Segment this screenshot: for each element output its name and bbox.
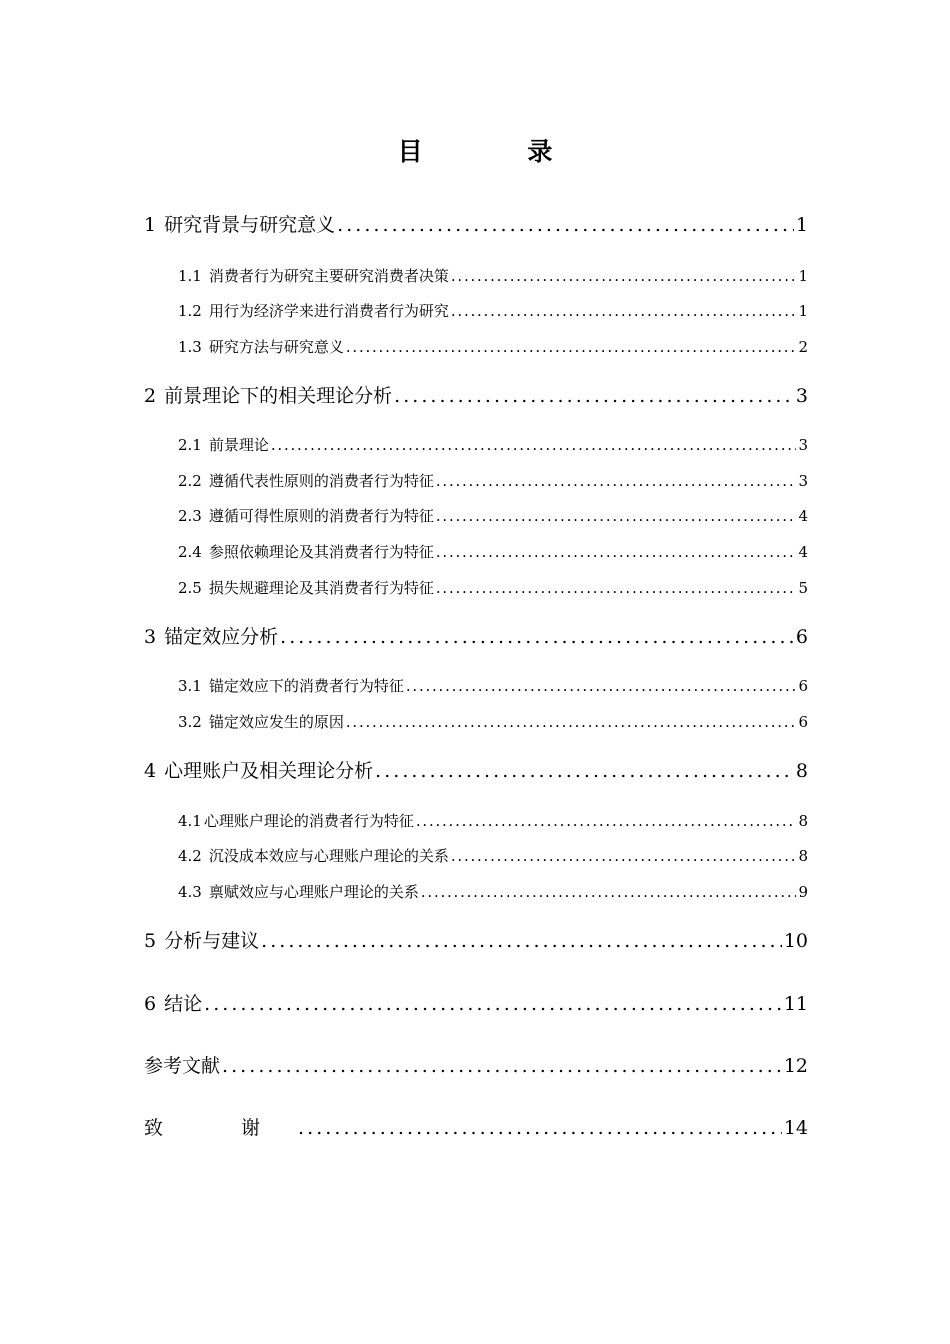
toc-entry-2-1[interactable]	[178, 433, 808, 457]
toc-entry-page: 11	[783, 993, 808, 1015]
dot-leader	[261, 926, 782, 956]
toc-entry-number: 4.2	[178, 847, 202, 865]
toc-entry-title: 分析与建议	[164, 930, 260, 952]
toc-entry-page: 14	[783, 1117, 808, 1139]
toc-entry-title: 参照依赖理论及其消费者行为特征	[208, 543, 434, 561]
toc-entry-title: 心理账户理论的消费者行为特征	[203, 812, 414, 830]
toc-entry-number: 4	[144, 760, 157, 782]
toc-entry-page: 6	[795, 626, 808, 648]
toc-entry-page: 3	[798, 472, 808, 490]
toc-entry-title: 心理账户及相关理论分析	[164, 760, 374, 782]
toc-entry-title: 遵循代表性原则的消费者行为特征	[208, 472, 434, 490]
toc-entry-2-2[interactable]	[178, 469, 808, 493]
dot-leader	[280, 622, 794, 652]
toc-entry-number: 1.2	[178, 302, 202, 320]
toc-entry-page: 1	[798, 267, 808, 285]
dot-leader	[436, 576, 797, 600]
dot-leader	[204, 989, 782, 1019]
dot-leader	[436, 540, 797, 564]
toc-entry-number: 3	[144, 626, 157, 648]
toc-entry-number: 5	[144, 930, 157, 952]
toc-entry-page: 8	[795, 760, 808, 782]
toc-entry-number: 2.5	[178, 579, 202, 597]
toc-entry-3-2[interactable]	[178, 710, 808, 734]
toc-entry-title: 前景理论下的相关理论分析	[164, 385, 393, 407]
toc-entry-number: 2.4	[178, 543, 202, 561]
toc-entry-number: 2	[144, 385, 157, 407]
dot-leader	[346, 710, 797, 734]
toc-entry-number: 2.3	[178, 507, 202, 525]
toc-entry-1-2[interactable]	[178, 299, 808, 323]
dot-leader	[346, 335, 797, 359]
toc-entry-title: 致 谢	[144, 1117, 297, 1139]
toc-entry-page: 10	[783, 930, 808, 952]
toc-entry-title: 损失规避理论及其消费者行为特征	[208, 579, 434, 597]
dot-leader	[416, 809, 797, 833]
toc-entry-references[interactable]	[144, 1051, 808, 1081]
toc-entry-3[interactable]	[144, 622, 808, 652]
toc-entry-4[interactable]	[144, 756, 808, 786]
toc-entry-page: 4	[798, 543, 808, 561]
dot-leader	[271, 433, 797, 457]
dot-leader	[451, 299, 797, 323]
toc-entry-title: 锚定效应分析	[164, 626, 279, 648]
toc-entry-title: 用行为经济学来进行消费者行为研究	[208, 302, 449, 320]
toc-entry-page: 8	[798, 847, 808, 865]
toc-entry-number: 3.1	[178, 677, 202, 695]
toc-entry-page: 8	[798, 812, 808, 830]
toc-entry-title: 研究背景与研究意义	[164, 214, 336, 236]
toc-entry-page: 1	[798, 302, 808, 320]
toc-entry-title: 锚定效应发生的原因	[208, 713, 344, 731]
dot-leader	[451, 264, 797, 288]
toc-entry-page: 5	[798, 579, 808, 597]
toc-entry-number: 1.3	[178, 338, 202, 356]
toc-entry-1[interactable]	[144, 210, 808, 240]
dot-leader	[375, 756, 794, 786]
toc-entry-page: 1	[795, 214, 808, 236]
toc-entry-page: 12	[783, 1055, 808, 1077]
toc-entry-6[interactable]	[144, 989, 808, 1019]
toc-entry-title: 沉没成本效应与心理账户理论的关系	[208, 847, 449, 865]
toc-entry-page: 9	[798, 883, 808, 901]
toc-entry-2-5[interactable]	[178, 576, 808, 600]
toc-entry-title: 遵循可得性原则的消费者行为特征	[208, 507, 434, 525]
dot-leader	[298, 1113, 782, 1143]
toc-entry-3-1[interactable]	[178, 674, 808, 698]
toc-entry-page: 4	[798, 507, 808, 525]
toc-entry-number: 3.2	[178, 713, 202, 731]
toc-entry-number: 2.1	[178, 436, 202, 454]
toc-entry-1-3[interactable]	[178, 335, 808, 359]
dot-leader	[451, 844, 797, 868]
toc-entry-title: 禀赋效应与心理账户理论的关系	[208, 883, 419, 901]
dot-leader	[406, 674, 797, 698]
toc-entry-2-3[interactable]	[178, 504, 808, 528]
toc-entry-title: 结论	[164, 993, 203, 1015]
toc-entry-4-3[interactable]	[178, 880, 808, 904]
toc-entry-title: 参考文献	[144, 1055, 221, 1077]
toc-entry-page: 2	[798, 338, 808, 356]
toc-entry-4-1[interactable]	[178, 809, 808, 833]
toc-entry-title: 前景理论	[208, 436, 269, 454]
toc-entry-number: 2.2	[178, 472, 202, 490]
dot-leader	[421, 880, 797, 904]
toc-entry-title: 研究方法与研究意义	[208, 338, 344, 356]
toc-entry-1-1[interactable]	[178, 264, 808, 288]
toc-entry-page: 6	[798, 713, 808, 731]
toc-entry-title: 消费者行为研究主要研究消费者决策	[208, 267, 449, 285]
toc-entry-2[interactable]	[144, 381, 808, 411]
toc-title: 目 录	[397, 137, 601, 166]
toc-entry-acknowledgements[interactable]	[144, 1113, 808, 1143]
dot-leader	[436, 469, 797, 493]
toc-entry-4-2[interactable]	[178, 844, 808, 868]
dot-leader	[222, 1051, 782, 1081]
dot-leader	[436, 504, 797, 528]
toc-entry-number: 4.3	[178, 883, 202, 901]
toc-entry-page: 6	[798, 677, 808, 695]
toc-entry-title: 锚定效应下的消费者行为特征	[208, 677, 404, 695]
toc-entry-number: 1	[144, 214, 157, 236]
toc-entry-number: 6	[144, 993, 157, 1015]
dot-leader	[394, 381, 794, 411]
toc-entry-number: 1.1	[178, 267, 202, 285]
dot-leader	[337, 210, 794, 240]
toc-entry-page: 3	[798, 436, 808, 454]
toc-entry-2-4[interactable]	[178, 540, 808, 564]
toc-entry-5[interactable]	[144, 926, 808, 956]
toc-entry-number: 4.1	[178, 812, 202, 830]
toc-entry-page: 3	[795, 385, 808, 407]
